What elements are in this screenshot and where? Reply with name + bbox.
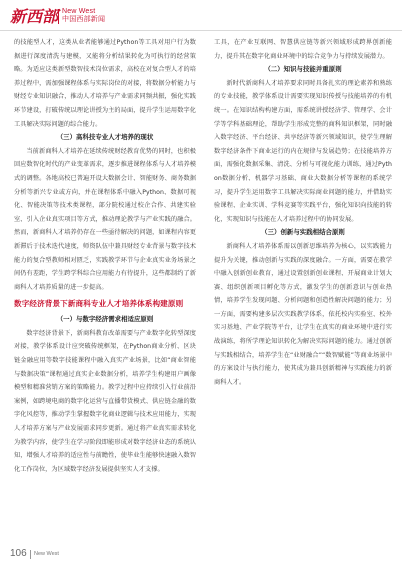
paragraph: 当前新商科人才培养在延续传统财经教育优势的同时，也积极回应数智化时代的产业变革需求，逐步推进课程体系与人才培养模式的调整。各地高校已普遍开设大数据会计、智能财务、商务数据分析等新兴专业或方向，并在课程体系中融入Python、数据可视化、智能决策等技术类课程，部分院校通过校企合作、共建实验室、引入企业真实项目等方式，推动理论教学与产业实践的融合。然而，新商科人才培养仍存在一些亟待解决的问题，如课程内容更新滞后于技术迭代速度，师资队伍中兼具财经专业背景与数字技术能力的复合型教师相对匮乏，实践教学环节与企业真实业务场景之间仍有差距，学生跨学科综合应用能力有待提升，这些都制约了新商科人才培养质量的进一步提高。 [14,147,196,291]
logo-en-line1: New West [62,8,96,15]
paragraph: 新商科人才培养体系需以创新思维培养为核心，以实践能力提升为关键，推动创新与实践的深度融合。一方面，需要在教学中融入创新创业教育，通过设置创新创业课程、开展商业计划大赛、组织创新项目孵化等方式，激发学生的创新意识与创业热情，培养学生发现问题、分析问题和创造性解决问题的能力；另一方面，需要构建多层次实践教学体系，依托校内实验室、校外实习基地、产业学院等平台，让学生在真实的商业环境中进行实战演练，将所学理论知识转化为解决实际问题的能力。通过创新与实践相结合，培养学生在“业财融合”“数智赋能”等商业场景中的方案设计与执行能力，使其成为兼具创新精神与实践能力的新商科人才。 [214,242,392,386]
magazine-logo-subtitle [62,8,105,24]
footer-magazine-name: New West [34,551,59,557]
logo-en-line2: 中国西部新闻 [62,16,106,23]
paragraph: 的技能型人才，这类从业者能够通过Python等工具对用户行为数据进行深度清洗与建模，又能将分析结果转化为可执行的经营策略。为适应这类新型数智技术岗位需求，高校在对复合型人才的培养过程中，需加强课程体系与实际岗位的对接，将数据分析能力与财经专业知识融合，推动人才培养与产业需求同频共振，强化实践环节建设，打破传统以理论讲授为主的局面，提升学生运用数字化工具解决实际问题的综合能力。 [14,39,196,128]
logo-divider [58,9,59,24]
paragraph: 工具，在产业互联网、智慧供应链等新兴领域形成跨界创新能力，提升其在数字化商业环境中的综合竞争力与持续发展潜力。 [214,39,392,60]
right-column [214,36,392,544]
paragraph: 新时代新商科人才培养要求同时具备扎实的理论素养和熟练的专业技能，教学体系设计需要实现知识传授与技能培养的有机统一。在知识结构构建方面，需系统讲授经济学、管理学、会计学等学科基础理论，帮助学生形成完整的商科知识框架，同时融入数字经济、平台经济、共享经济等新兴领域知识，使学生理解数字经济条件下商业运行的内在规律与发展趋势；在技能培养方面，需强化数据采集、清洗、分析与可视化能力训练，通过Python数据分析、机器学习基础、商业大数据分析等课程的系统学习，提升学生运用数字工具解决实际商业问题的能力，并借助实验课程、企业实训、学科竞赛等实践平台，强化知识向技能的转化，实现知识与技能在人才培养过程中的协同发展。 [214,79,392,223]
page-footer [0,546,402,564]
subheading: （三）创新与实践相结合原则 [261,228,345,237]
subheading: （三）高科技专业人才培养的现状 [56,133,154,142]
header-rule [0,30,402,31]
subheading: （二）知识与技能并重原则 [264,65,342,74]
magazine-logo: 新西部 [10,7,59,26]
subheading: （一）与数字经济需求相适应原则 [56,315,154,324]
footer-divider [30,550,31,559]
page-number: 106 [10,548,27,559]
paragraph: 数字经济背景下，新商科教育改革需要与产业数字化转型深度对接，教学体系设计应突破传统框架，在Python商业分析、区块链金融应用等数字技能课程中融入真实产业场景，比如“商业智能与数据决策”课程通过真实企业数据分析，培养学生构建用户画像模型和精准营销方案的策略能力。教学过程中应持续引入行业前沿案例，如跨境电商的数字化运营与直播带货模式、供应链金融的数字化风控等，推动学生掌握数字化商业逻辑与技术应用能力，实现人才培养方案与产业发展需求同步更新。通过将产业真实需求转化为教学内容，使学生在学习阶段即能形成对数字经济业态的系统认知，增强人才培养的适应性与前瞻性，使毕业生能够快速融入数智化工作岗位，为区域数字经济发展提供坚实人才支撑。 [14,329,196,473]
section-title: 数字经济背景下新商科专业人才培养体系构建原则 [14,299,184,309]
left-column [14,36,196,544]
page-header [0,0,402,30]
